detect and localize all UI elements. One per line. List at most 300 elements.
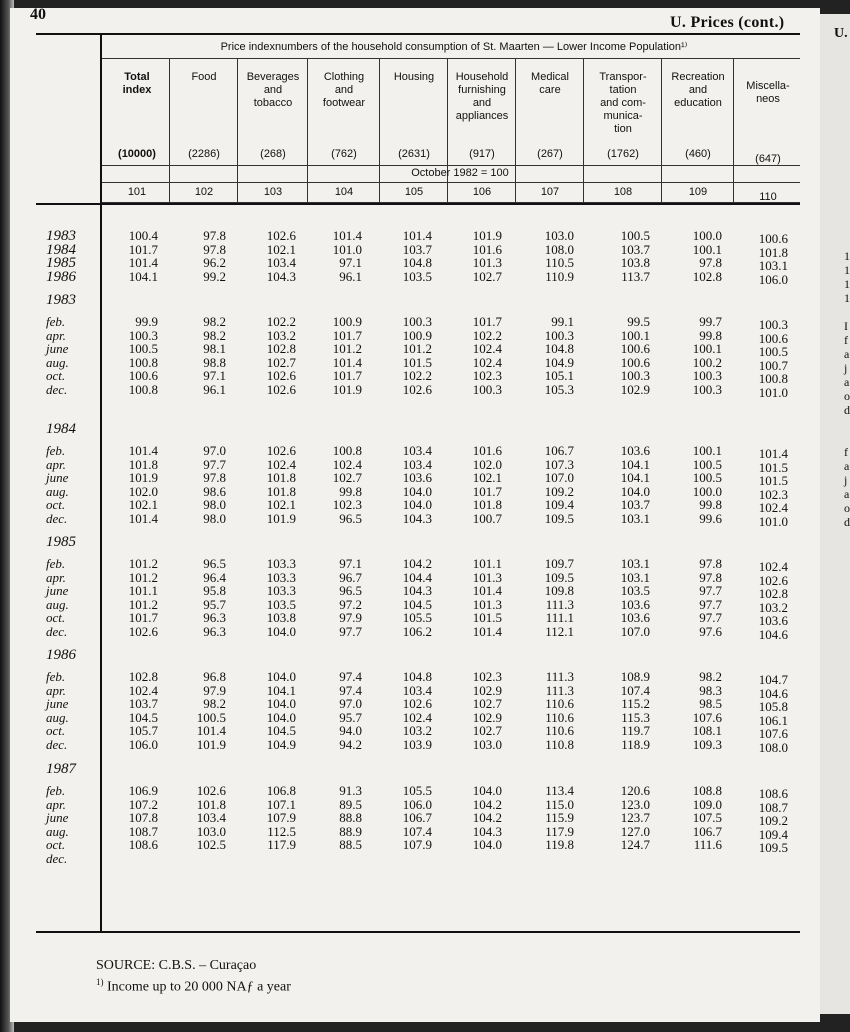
table-cell: 103.8 [266, 610, 296, 626]
column-rule [447, 58, 448, 202]
table-cell: 104.0 [472, 783, 502, 798]
row-label: june [46, 470, 69, 486]
column-weight: (647) [755, 153, 781, 165]
table-cell: 89.5 [339, 796, 362, 812]
table-cell: 107.2 [128, 796, 158, 812]
table-cell: 103.3 [266, 556, 296, 571]
row-label: feb. [46, 314, 66, 329]
year-heading: 1984 [46, 421, 76, 437]
table-cell: 100.5 [196, 709, 226, 725]
table-cell: 97.8 [699, 255, 722, 271]
column-header: Housing [393, 71, 435, 83]
table-cell: 107.4 [402, 823, 432, 839]
table-cell: 102.4 [472, 341, 502, 357]
table-cell: 102.1 [266, 497, 296, 513]
table-cell: 106.7 [692, 823, 722, 839]
table-cell: 106.0 [402, 796, 432, 812]
table-cell: 97.1 [339, 255, 362, 271]
table-cell: 98.0 [203, 511, 226, 526]
facing-page-fragment: d [844, 403, 850, 417]
facing-page-fragment: d [844, 515, 850, 529]
table-cell: 109.2 [758, 813, 788, 829]
footnote-text: Income up to 20 000 NAƒ a year [107, 979, 291, 995]
column-header: Beverages and tobacco [246, 71, 300, 109]
table-cell: 103.7 [402, 241, 432, 257]
table-cell: 101.8 [128, 456, 158, 472]
table-cell: 100.1 [692, 341, 722, 357]
table-cell: 109.3 [692, 737, 722, 752]
table-cell: 101.2 [128, 556, 158, 571]
column-header: Medical care [531, 71, 569, 96]
table-cell: 100.3 [758, 317, 788, 332]
facing-page-fragment: I [844, 319, 848, 333]
table-cell: 100.8 [128, 382, 158, 397]
table-cell: 102.6 [266, 368, 296, 384]
row-label: apr. [46, 682, 66, 698]
table-cell: 101.3 [472, 255, 502, 271]
column-rule [379, 58, 380, 202]
table-cell: 102.1 [128, 497, 158, 513]
header-bottom-rule [36, 203, 800, 205]
table-cell: 97.8 [699, 569, 722, 585]
row-label: 1984 [46, 241, 76, 258]
table-cell: 99.2 [203, 268, 226, 284]
table-cell: 106.0 [758, 271, 788, 287]
facing-page-fragment: j [844, 473, 848, 487]
table-cell: 108.6 [128, 837, 158, 853]
table-cell: 100.9 [402, 327, 432, 343]
table-cell: 97.7 [699, 596, 722, 612]
table-cell: 109.0 [692, 796, 722, 812]
table-cell: 113.7 [621, 268, 650, 284]
table-cell: 101.7 [128, 241, 158, 257]
row-label: aug. [46, 354, 69, 370]
table-cell: 100.3 [128, 327, 158, 343]
row-label: aug. [46, 709, 69, 725]
table-cell: 108.7 [758, 799, 788, 815]
table-cell: 101.4 [128, 255, 158, 271]
row-label: oct. [46, 837, 66, 853]
row-label: aug. [46, 483, 69, 499]
column-rule [515, 58, 516, 202]
column-header: Household furnishing and appliances [455, 71, 509, 122]
table-cell: 103.2 [266, 327, 296, 343]
row-label: aug. [46, 596, 69, 612]
table-cell: 100.2 [692, 354, 722, 370]
row-label: dec. [46, 382, 68, 397]
table-cell: 117.9 [267, 837, 296, 853]
table-cell: 98.1 [203, 341, 226, 357]
table-cell: 103.1 [758, 258, 788, 274]
table-cell: 97.1 [339, 556, 362, 571]
table-cell: 96.7 [339, 569, 362, 585]
table-cell: 101.8 [472, 497, 502, 513]
table-cell: 124.7 [620, 837, 650, 853]
table-cell: 108.8 [692, 783, 722, 798]
table-cell: 100.1 [692, 241, 722, 257]
table-cell: 102.0 [472, 456, 502, 472]
facing-page-fragment: f [844, 445, 848, 459]
table-cell: 103.1 [620, 511, 650, 526]
caption-rule [102, 58, 800, 59]
column-rule [733, 58, 734, 202]
table-cell: 104.3 [402, 583, 432, 599]
table-cell: 104.8 [544, 341, 574, 357]
table-cell: 104.1 [620, 470, 650, 486]
table-cell: 102.3 [758, 486, 788, 502]
table-cell: 103.6 [620, 596, 650, 612]
table-cell: 104.8 [402, 669, 432, 684]
table-cell: 117.9 [545, 823, 574, 839]
page-number: 40 [30, 6, 46, 23]
table-cell: 101.4 [758, 446, 788, 461]
table-cell: 101.1 [128, 583, 158, 599]
table-cell: 101.6 [472, 443, 502, 458]
table-cell: 101.0 [758, 385, 788, 400]
table-cell: 97.7 [203, 456, 226, 472]
table-cell: 104.7 [758, 672, 788, 687]
table-cell: 100.3 [692, 368, 722, 384]
table-cell: 96.8 [203, 669, 226, 684]
table-cell: 102.6 [128, 624, 158, 639]
table-cell: 102.7 [472, 696, 502, 712]
table-cell: 100.8 [128, 354, 158, 370]
column-weight: (2631) [398, 148, 430, 160]
table-cell: 102.8 [266, 341, 296, 357]
table-cell: 110.5 [545, 255, 574, 271]
table-cell: 100.5 [692, 470, 722, 486]
table-cell: 101.1 [472, 556, 502, 571]
table-cell: 100.0 [692, 483, 722, 499]
table-cell: 96.5 [339, 583, 362, 599]
column-header: Miscella- neos [746, 80, 790, 105]
table-cell: 104.5 [128, 709, 158, 725]
table-cell: 88.5 [339, 837, 362, 853]
table-cell: 88.8 [339, 810, 362, 826]
table-cell: 109.4 [758, 826, 788, 842]
column-rule [237, 58, 238, 202]
column-weight: (917) [469, 148, 495, 160]
table-cell: 97.7 [339, 624, 362, 639]
table-cell: 103.5 [266, 596, 296, 612]
row-label: oct. [46, 368, 66, 384]
table-cell: 103.0 [196, 823, 226, 839]
table-cell: 110.8 [545, 737, 574, 752]
table-cell: 103.1 [620, 556, 650, 571]
table-cell: 104.1 [266, 682, 296, 698]
table-cell: 100.7 [472, 511, 502, 526]
table-cell: 101.8 [758, 244, 788, 260]
table-cell: 101.4 [196, 723, 226, 739]
table-cell: 101.0 [758, 514, 788, 529]
table-cell: 108.9 [620, 669, 650, 684]
table-cell: 102.4 [758, 500, 788, 516]
table-cell: 102.2 [472, 327, 502, 343]
table-cell: 104.6 [758, 627, 788, 642]
row-label: apr. [46, 327, 66, 343]
table-cell: 106.0 [128, 737, 158, 752]
table-cell: 101.8 [266, 483, 296, 499]
table-cell: 99.7 [699, 314, 722, 329]
year-heading: 1987 [46, 761, 76, 777]
table-cell: 97.1 [203, 368, 226, 384]
table-cell: 101.7 [472, 483, 502, 499]
facing-page [820, 14, 850, 1014]
table-cell: 108.0 [544, 241, 574, 257]
table-cell: 100.6 [620, 354, 650, 370]
column-code: 101 [127, 186, 147, 198]
table-cell: 99.5 [627, 314, 650, 329]
table-cell: 106.9 [128, 783, 158, 798]
year-heading: 1985 [46, 534, 76, 550]
table-cell: 120.6 [620, 783, 650, 798]
table-cell: 98.2 [203, 327, 226, 343]
facing-page-fragment: 1 [844, 291, 850, 305]
column-weight: (268) [260, 148, 286, 160]
row-label: feb. [46, 669, 66, 684]
row-label: 1983 [46, 228, 76, 244]
table-cell: 95.7 [339, 709, 362, 725]
table-cell: 115.3 [621, 709, 650, 725]
table-caption: Price indexnumbers of the household consumption of St. Maarten — Lower Income Population¹⁾ [220, 41, 688, 53]
facing-page-fragment: j [844, 361, 848, 375]
table-cell: 100.8 [758, 371, 788, 387]
table-cell: 104.0 [402, 497, 432, 513]
table-cell: 102.4 [128, 682, 158, 698]
table-cell: 100.3 [544, 327, 574, 343]
facing-page-fragment: o [844, 389, 850, 403]
table-cell: 104.9 [266, 737, 296, 752]
row-label: aug. [46, 823, 69, 839]
table-cell: 97.8 [203, 228, 226, 243]
source-line: SOURCE: C.B.S. – Curaçao [96, 958, 257, 973]
table-cell: 100.3 [692, 382, 722, 397]
year-heading: 1983 [46, 292, 76, 308]
table-cell: 107.4 [620, 682, 650, 698]
table-cell: 104.0 [266, 709, 296, 725]
row-label: apr. [46, 569, 66, 585]
table-cell: 101.2 [128, 569, 158, 585]
table-cell: 104.5 [266, 723, 296, 739]
table-cell: 102.2 [266, 314, 296, 329]
facing-page-header: U. [834, 26, 848, 41]
table-cell: 115.0 [545, 796, 574, 812]
table-cell: 101.4 [128, 443, 158, 458]
table-cell: 100.5 [128, 341, 158, 357]
row-label: 1986 [46, 268, 76, 285]
table-cell: 101.4 [128, 511, 158, 526]
row-label: apr. [46, 456, 66, 472]
facing-page-fragment: 1 [844, 263, 850, 277]
table-cell: 105.5 [402, 783, 432, 798]
table-cell: 109.5 [758, 840, 788, 856]
column-weight: (10000) [118, 148, 156, 160]
facing-page-fragment [844, 431, 850, 445]
column-rule [661, 58, 662, 202]
table-cell: 97.4 [339, 669, 362, 684]
row-label: june [46, 810, 69, 826]
table-cell: 103.6 [620, 610, 650, 626]
table-cell: 104.4 [402, 569, 432, 585]
table-cell: 97.8 [203, 470, 226, 486]
table-cell: 102.9 [472, 682, 502, 698]
row-label: dec. [46, 737, 68, 752]
table-cell: 102.7 [266, 354, 296, 370]
table-cell: 102.6 [266, 382, 296, 397]
table-cell: 101.4 [332, 228, 362, 243]
table-cell: 104.0 [402, 483, 432, 499]
table-cell: 98.8 [203, 354, 226, 370]
table-cell: 103.1 [620, 569, 650, 585]
table-cell: 101.4 [472, 583, 502, 599]
table-cell: 103.4 [402, 682, 432, 698]
table-cell: 97.7 [699, 610, 722, 626]
table-cell: 109.5 [544, 511, 574, 526]
table-cell: 107.9 [402, 837, 432, 853]
table-cell: 102.1 [266, 241, 296, 257]
table-cell: 112.1 [545, 624, 574, 639]
table-cell: 106.2 [402, 624, 432, 639]
table-cell: 109.2 [544, 483, 574, 499]
table-cell: 101.2 [402, 341, 432, 357]
table-cell: 99.1 [551, 314, 574, 329]
table-cell: 100.3 [620, 368, 650, 384]
row-label: feb. [46, 556, 66, 571]
table-cell: 109.7 [544, 556, 574, 571]
table-cell: 96.2 [203, 255, 226, 271]
table-cell: 97.9 [203, 682, 226, 698]
table-cell: 94.0 [339, 723, 362, 739]
table-cell: 103.4 [402, 456, 432, 472]
row-label: dec. [46, 851, 68, 866]
facing-page-fragment: a [844, 459, 850, 473]
table-cell: 119.7 [621, 723, 650, 739]
table-cell: 99.8 [699, 327, 722, 343]
table-cell: 103.7 [620, 241, 650, 257]
table-cell: 102.1 [472, 470, 502, 486]
weights-rule [102, 165, 800, 166]
table-cell: 105.1 [544, 368, 574, 384]
table-cell: 96.1 [203, 382, 226, 397]
row-label: june [46, 341, 69, 357]
table-cell: 101.0 [332, 241, 362, 257]
table-cell: 99.6 [699, 511, 722, 526]
table-cell: 101.8 [266, 470, 296, 486]
table-cell: 101.5 [402, 354, 432, 370]
column-header: Transpor- tation and com- munica- tion [599, 71, 647, 135]
column-code: 105 [404, 186, 424, 198]
table-cell: 101.8 [196, 796, 226, 812]
facing-page-fragment [844, 417, 850, 431]
facing-page-fragment: o [844, 501, 850, 515]
table-cell: 119.8 [545, 837, 574, 853]
table-cell: 101.3 [472, 569, 502, 585]
row-label: dec. [46, 511, 68, 526]
table-cell: 102.4 [332, 456, 362, 472]
table-cell: 108.7 [128, 823, 158, 839]
table-cell: 113.4 [545, 783, 574, 798]
table-cell: 102.9 [620, 382, 650, 397]
column-weight: (267) [537, 148, 563, 160]
table-cell: 105.5 [402, 610, 432, 626]
table-cell: 95.8 [203, 583, 226, 599]
table-cell: 112.5 [267, 823, 296, 839]
table-cell: 100.4 [128, 228, 158, 243]
table-cell: 107.0 [544, 470, 574, 486]
table-cell: 102.6 [196, 783, 226, 798]
table-cell: 97.9 [339, 610, 362, 626]
table-cell: 104.0 [266, 669, 296, 684]
table-cell: 97.0 [339, 696, 362, 712]
table-cell: 100.1 [620, 327, 650, 343]
table-cell: 97.7 [699, 583, 722, 599]
column-code: 110 [759, 191, 777, 203]
footnote-marker: 1) [96, 977, 104, 987]
table-cell: 104.8 [402, 255, 432, 271]
table-cell: 107.0 [620, 624, 650, 639]
table-cell: 101.7 [332, 368, 362, 384]
column-header: Clothing and footwear [322, 71, 366, 109]
table-cell: 100.0 [692, 228, 722, 243]
facing-page-fragment [844, 305, 850, 319]
column-code: 107 [540, 186, 560, 198]
table-cell: 105.8 [758, 699, 788, 715]
table-cell: 102.4 [472, 354, 502, 370]
column-weight: (2286) [188, 148, 220, 160]
table-cell: 105.7 [128, 723, 158, 739]
table-cell: 100.5 [620, 228, 650, 243]
table-cell: 102.6 [758, 572, 788, 588]
table-cell: 88.9 [339, 823, 362, 839]
table-cell: 101.2 [128, 596, 158, 612]
table-cell: 104.3 [402, 511, 432, 526]
table-cell: 109.4 [544, 497, 574, 513]
table-cell: 97.2 [339, 596, 362, 612]
facing-page-fragment: a [844, 487, 850, 501]
column-weight: (460) [685, 148, 711, 160]
table-cell: 96.5 [339, 511, 362, 526]
table-cell: 104.0 [472, 837, 502, 853]
table-cell: 100.7 [758, 357, 788, 373]
table-cell: 102.8 [692, 268, 722, 284]
table-cell: 104.9 [544, 354, 574, 370]
column-weight: (762) [331, 148, 357, 160]
table-cell: 100.5 [758, 344, 788, 360]
table-cell: 104.0 [266, 696, 296, 712]
table-cell: 101.5 [758, 473, 788, 489]
top-rule [36, 33, 800, 35]
table-cell: 96.4 [203, 569, 226, 585]
table-cell: 103.5 [620, 583, 650, 599]
table-cell: 97.8 [699, 556, 722, 571]
column-header: Total index [122, 71, 152, 96]
table-cell: 101.9 [266, 511, 296, 526]
table-cell: 101.3 [472, 596, 502, 612]
table-cell: 107.9 [266, 810, 296, 826]
column-rule [583, 58, 584, 202]
facing-page-fragment: f [844, 333, 848, 347]
table-cell: 101.5 [758, 459, 788, 475]
table-cell: 104.5 [402, 596, 432, 612]
table-cell: 100.6 [758, 231, 788, 246]
facing-page-fragment: 1 [844, 277, 850, 291]
table-cell: 101.9 [196, 737, 226, 752]
table-cell: 111.6 [693, 837, 722, 853]
table-cell: 94.2 [339, 737, 362, 752]
table-cell: 96.3 [203, 610, 226, 626]
facing-page-fragment: 1 [844, 249, 850, 263]
table-cell: 102.7 [472, 268, 502, 284]
